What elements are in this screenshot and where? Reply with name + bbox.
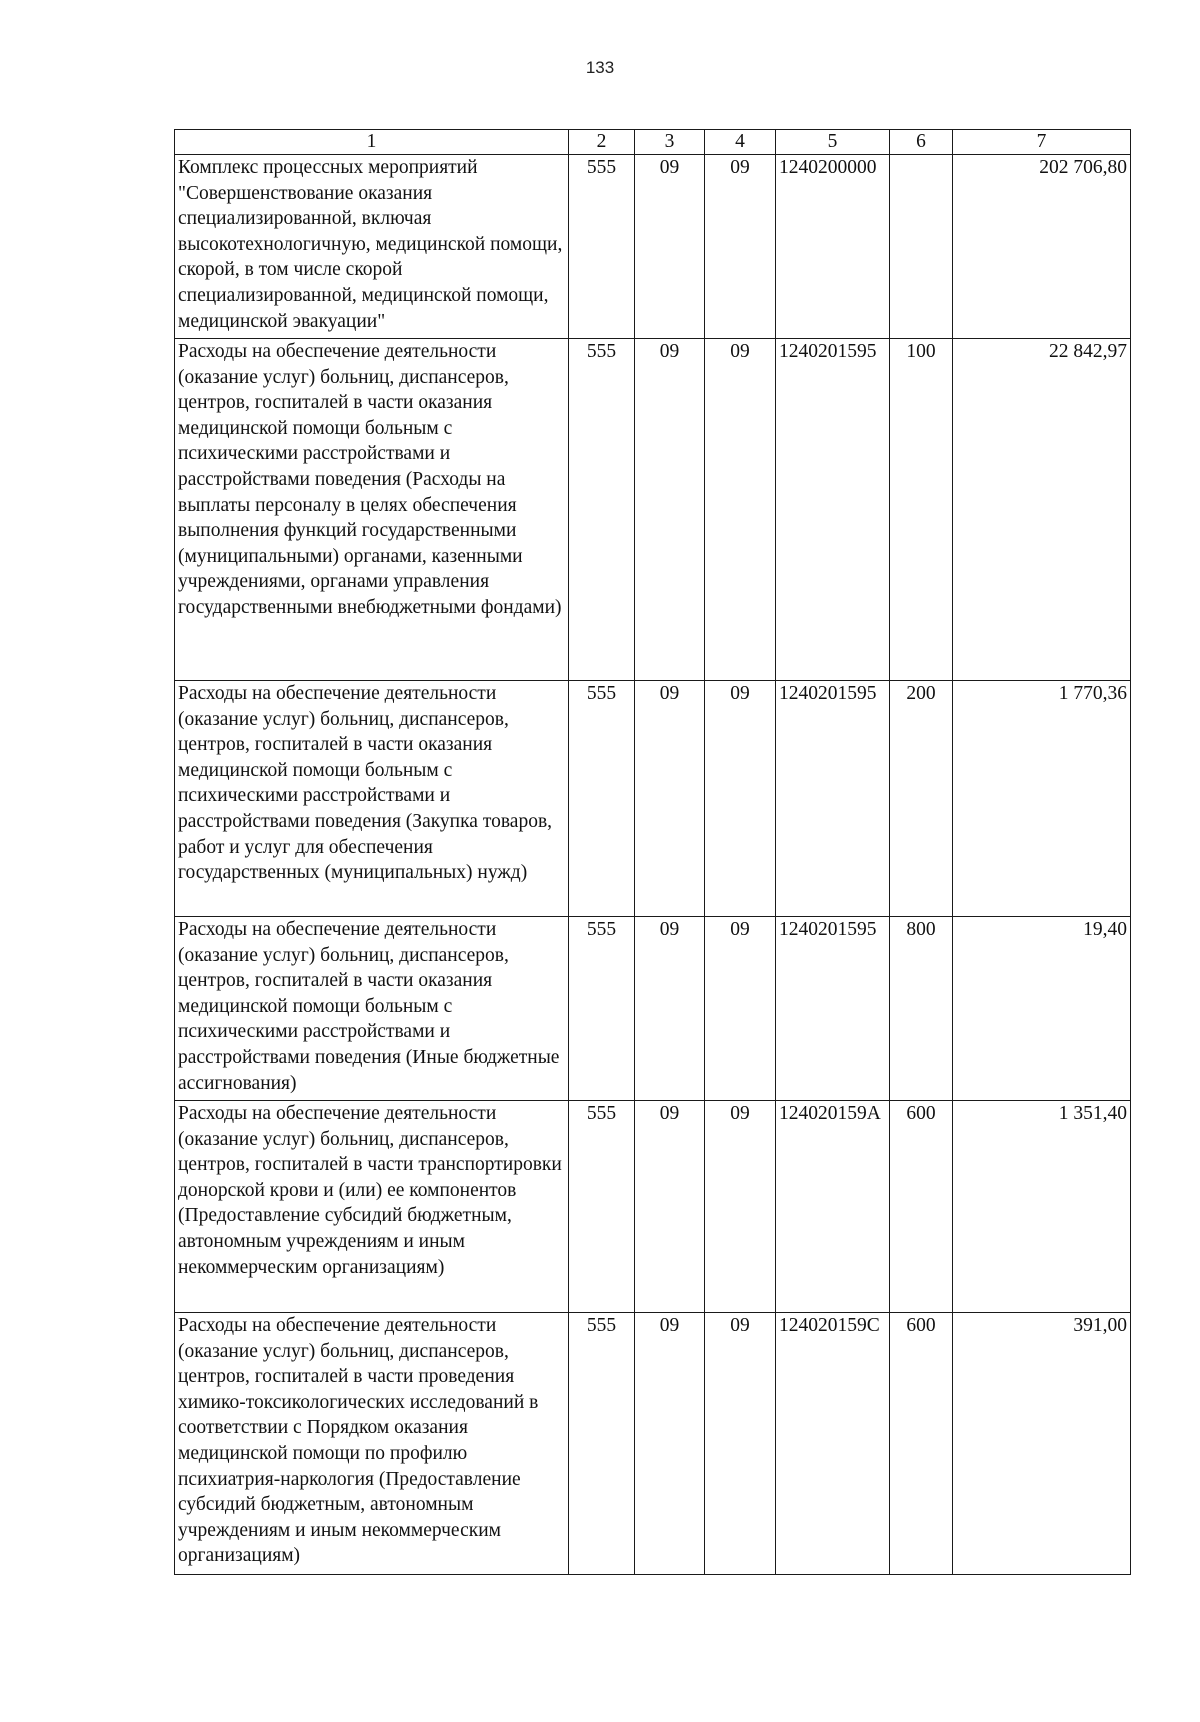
table-row bbox=[175, 339, 1131, 681]
row-ministry-code: 555 bbox=[569, 1101, 635, 1313]
row-expense-type: 100 bbox=[890, 339, 953, 681]
header-col-5: 5 bbox=[776, 130, 890, 155]
row-ministry-code: 555 bbox=[569, 681, 635, 917]
row-ministry-code: 555 bbox=[569, 1313, 635, 1575]
row-amount: 1 770,36 bbox=[953, 681, 1131, 917]
row-expense-type: 600 bbox=[890, 1313, 953, 1575]
row-name: Комплекс процессных мероприятий "Совершенствование оказания специализированной, включая высокотехнологичную, медицинской помощи, скорой, в том числе скорой специализированной, медицинской помощи, медицинской эвакуации" bbox=[175, 155, 569, 339]
row-section-code: 09 bbox=[635, 1101, 705, 1313]
row-name: Расходы на обеспечение деятельности (оказание услуг) больниц, диспансеров, центров, госпиталей в части оказания медицинской помощи больным с психическими расстройствами и расстройствами поведения (Закупка товаров, работ и услуг для обеспечения государственных (муниципальных) нужд) bbox=[175, 681, 569, 917]
header-col-2: 2 bbox=[569, 130, 635, 155]
row-section-code: 09 bbox=[635, 1313, 705, 1575]
row-subsection-code: 09 bbox=[705, 339, 776, 681]
row-name: Расходы на обеспечение деятельности (оказание услуг) больниц, диспансеров, центров, госпиталей в части транспортировки донорской крови и (или) ее компонентов (Предоставление субсидий бюджетным, автономным учреждениям и иным некоммерческим организациям) bbox=[175, 1101, 569, 1313]
row-amount: 19,40 bbox=[953, 917, 1131, 1101]
row-ministry-code: 555 bbox=[569, 155, 635, 339]
row-name: Расходы на обеспечение деятельности (оказание услуг) больниц, диспансеров, центров, госпиталей в части оказания медицинской помощи больным с психическими расстройствами и расстройствами поведения (Расходы на выплаты персоналу в целях обеспечения выполнения функций государственными (муниципальными) органами, казенными учреждениями, органами управления государственными внебюджетными фондами) bbox=[175, 339, 569, 681]
row-expense-type: 600 bbox=[890, 1101, 953, 1313]
table-row bbox=[175, 1313, 1131, 1575]
row-expense-type: 800 bbox=[890, 917, 953, 1101]
row-subsection-code: 09 bbox=[705, 1313, 776, 1575]
row-subsection-code: 09 bbox=[705, 917, 776, 1101]
row-expense-type: 200 bbox=[890, 681, 953, 917]
row-ministry-code: 555 bbox=[569, 339, 635, 681]
table-row bbox=[175, 917, 1131, 1101]
header-col-3: 3 bbox=[635, 130, 705, 155]
row-expense-type bbox=[890, 155, 953, 339]
row-target-article: 1240201595 bbox=[776, 917, 890, 1101]
budget-table bbox=[174, 129, 1131, 1575]
header-row bbox=[175, 130, 1131, 155]
table-row bbox=[175, 681, 1131, 917]
row-name: Расходы на обеспечение деятельности (оказание услуг) больниц, диспансеров, центров, госпиталей в части оказания медицинской помощи больным с психическими расстройствами и расстройствами поведения (Иные бюджетные ассигнования) bbox=[175, 917, 569, 1101]
page-number: 133 bbox=[585, 58, 615, 77]
row-subsection-code: 09 bbox=[705, 155, 776, 339]
header-col-1: 1 bbox=[175, 130, 569, 155]
row-ministry-code: 555 bbox=[569, 917, 635, 1101]
row-section-code: 09 bbox=[635, 917, 705, 1101]
row-section-code: 09 bbox=[635, 155, 705, 339]
row-target-article: 1240201595 bbox=[776, 339, 890, 681]
row-target-article: 1240201595 bbox=[776, 681, 890, 917]
row-target-article: 124020159А bbox=[776, 1101, 890, 1313]
row-amount: 22 842,97 bbox=[953, 339, 1131, 681]
header-col-4: 4 bbox=[705, 130, 776, 155]
row-section-code: 09 bbox=[635, 681, 705, 917]
row-target-article: 124020159С bbox=[776, 1313, 890, 1575]
table-row bbox=[175, 1101, 1131, 1313]
header-col-6: 6 bbox=[890, 130, 953, 155]
row-amount: 1 351,40 bbox=[953, 1101, 1131, 1313]
row-target-article: 1240200000 bbox=[776, 155, 890, 339]
row-amount: 202 706,80 bbox=[953, 155, 1131, 339]
row-subsection-code: 09 bbox=[705, 681, 776, 917]
row-section-code: 09 bbox=[635, 339, 705, 681]
row-amount: 391,00 bbox=[953, 1313, 1131, 1575]
row-name: Расходы на обеспечение деятельности (оказание услуг) больниц, диспансеров, центров, госпиталей в части проведения химико-токсикологических исследований в соответствии с Порядком оказания медицинской помощи по профилю психиатрия-наркология (Предоставление субсидий бюджетным, автономным учреждениям и иным некоммерческим организациям) bbox=[175, 1313, 569, 1575]
row-subsection-code: 09 bbox=[705, 1101, 776, 1313]
header-col-7: 7 bbox=[953, 130, 1131, 155]
table-row bbox=[175, 155, 1131, 339]
